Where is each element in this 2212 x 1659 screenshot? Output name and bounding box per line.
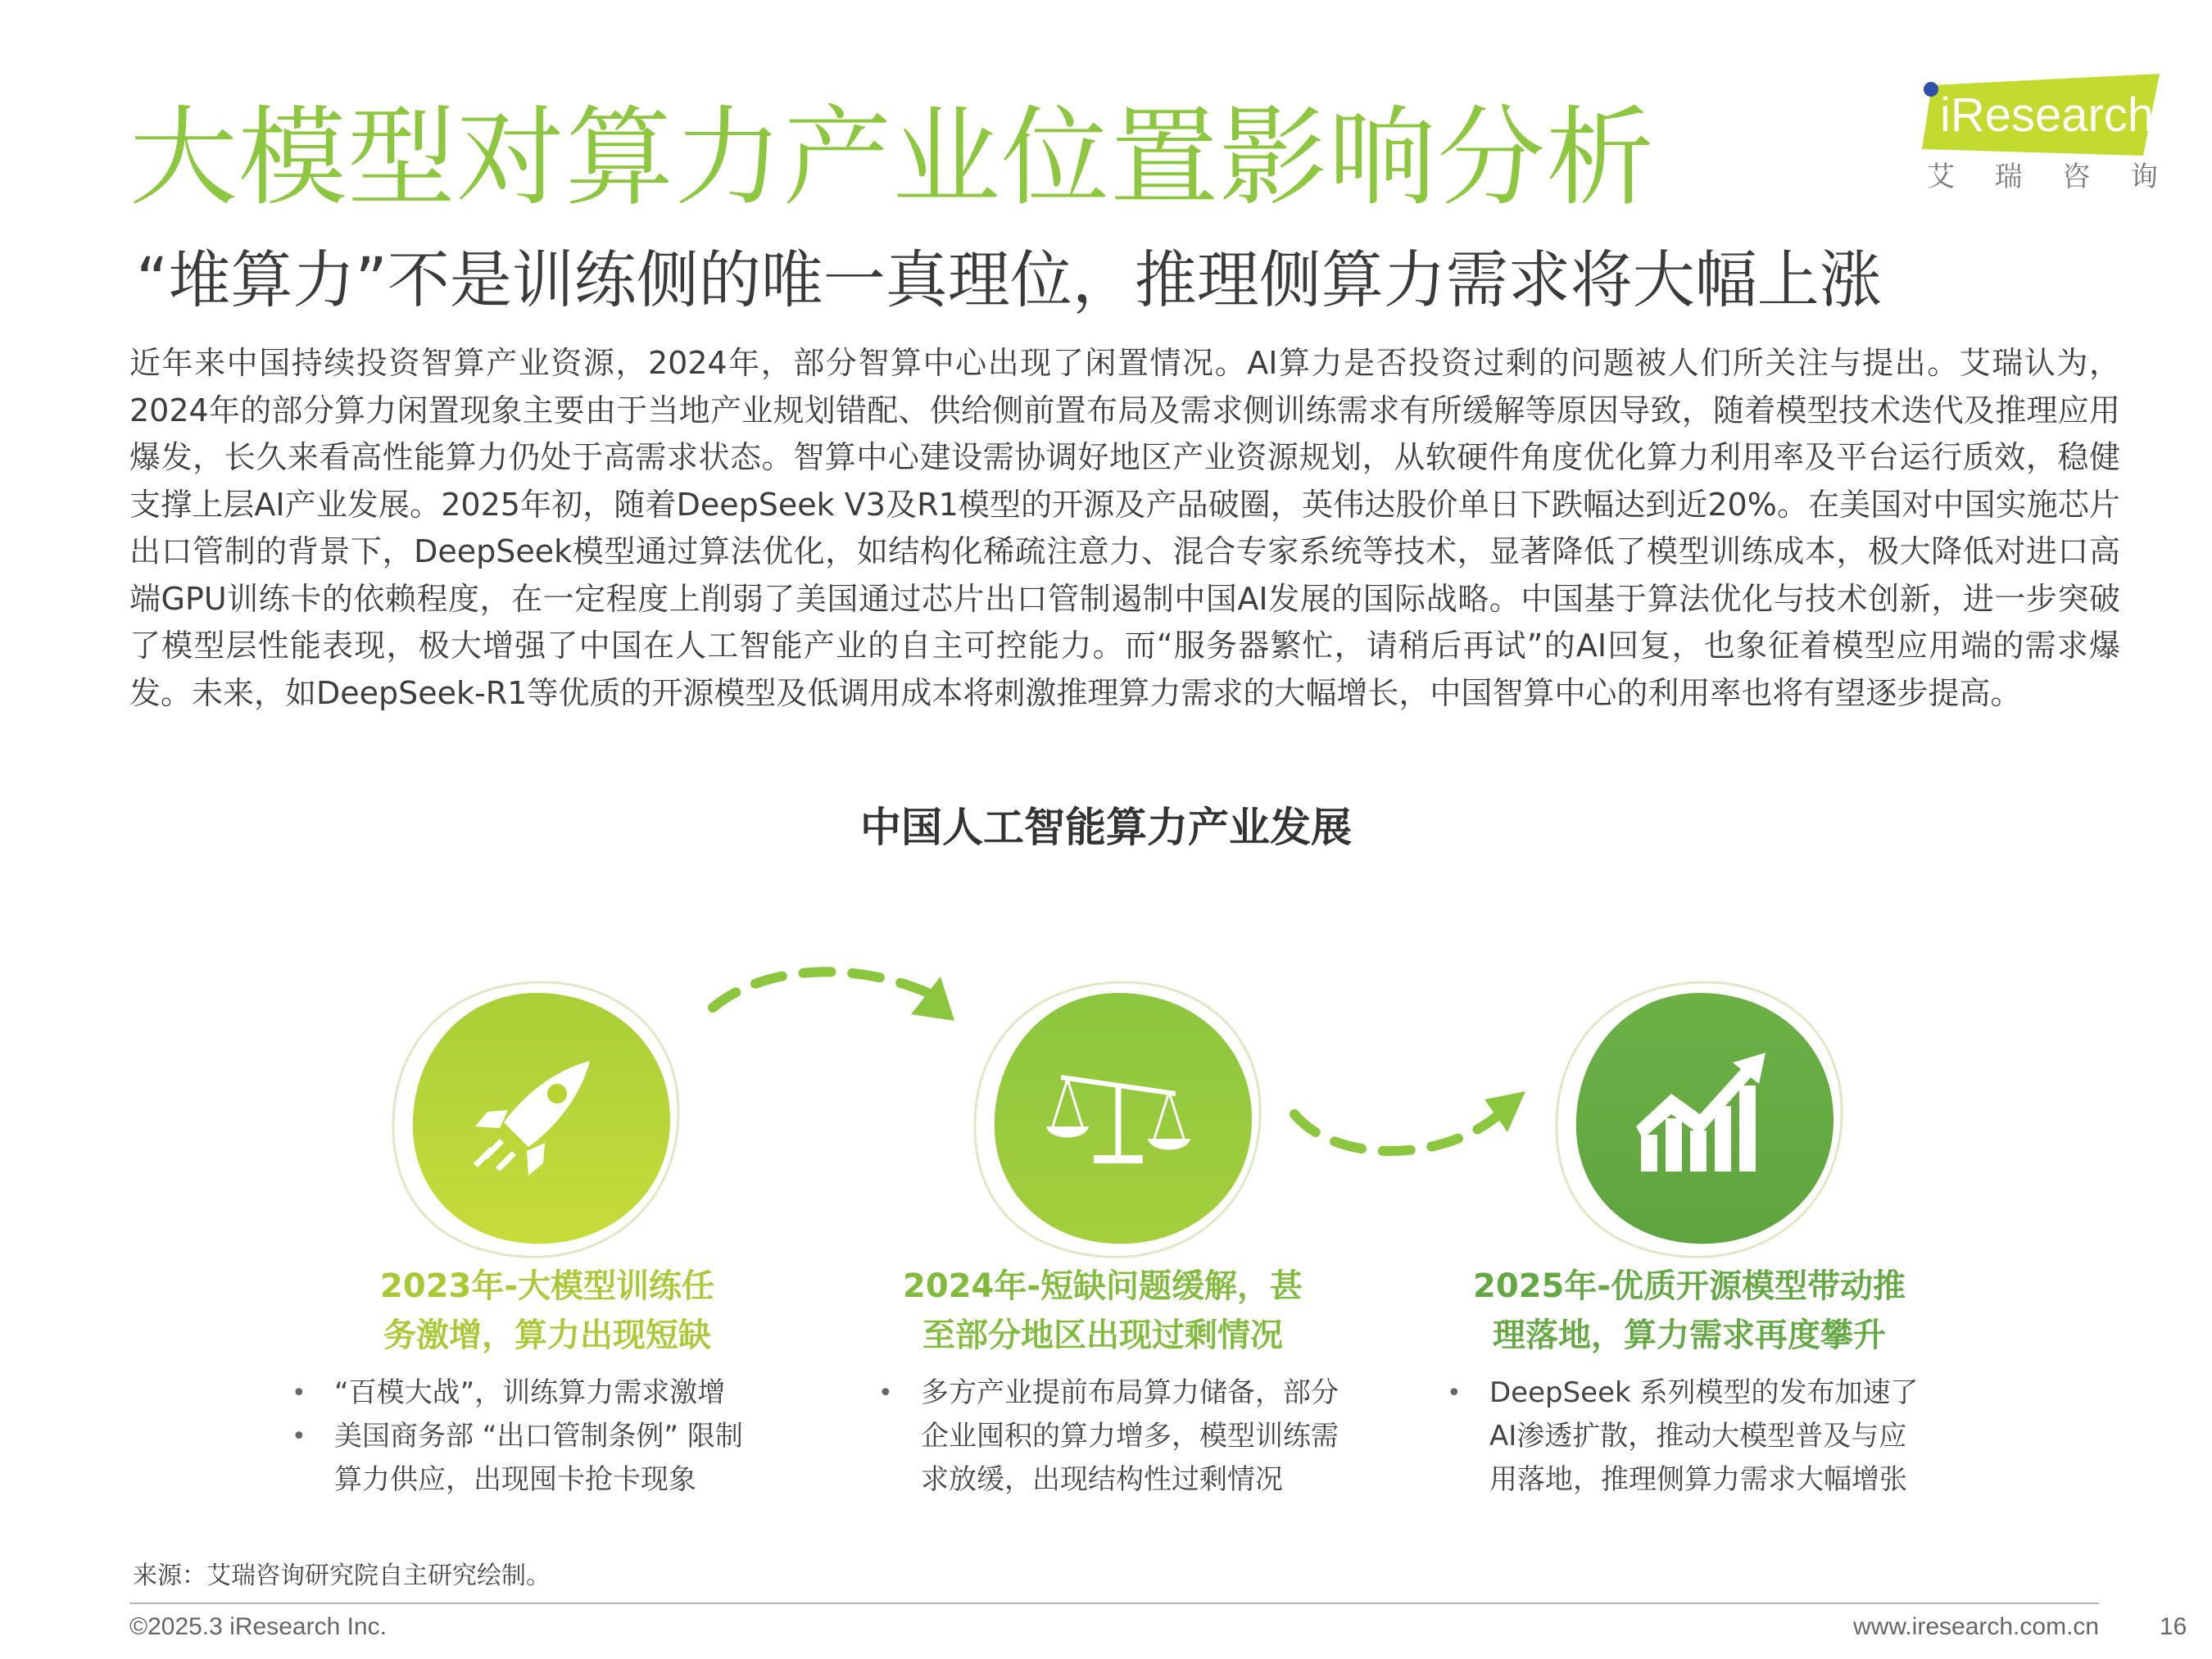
list-item: • 多方产业提前布局算力储备，部分 企业囤积的算力增多，模型训练需 求放缓，出现结构性过剩情况 xyxy=(873,1371,1398,1502)
logo-wordmark: iResearch xyxy=(1940,88,2155,142)
diagram-title: 中国人工智能算力产业发展 xyxy=(860,804,1352,851)
development-diagram xyxy=(0,918,2212,1270)
page-title: 大模型对算力产业位置影响分析 xyxy=(129,95,1655,221)
stage-2-heading: 2024年-短缺问题缓解，甚 至部分地区出现过剩情况 xyxy=(903,1267,1303,1354)
list-item: • DeepSeek 系列模型的发布加速了 AI渗透扩散，推动大模型普及与应 用落地，推理侧算力需求大幅增张 xyxy=(1442,1371,1966,1502)
stage-3-bullets xyxy=(1442,1371,1966,1502)
list-item: • 美国商务部 “出口管制条例” 限制 算力供应，出现囤卡抢卡现象 xyxy=(287,1415,811,1502)
arrow-2-icon xyxy=(1294,1091,1525,1151)
footer-divider xyxy=(129,1602,2099,1604)
intro-paragraph: 近年来中国持续投资智算产业资源，2024年，部分智算中心出现了闲置情况。AI算力是否投资过剩的问题被人们所关注与提出。艾瑞认为，2024年的部分算力闲置现象主要由于当地产业规划错配、供给侧前置布局及需求侧训练需求有所缓解等原因导致，随着模型技术迭代及推理应用爆发，长久来看高性能算力仍处于高需求状态。智算中心建设需协调好地区产业资源规划，从软硬件角度优化算力利用率及平台运行质效，稳健支撑上层AI产业发展。2025年初，随着DeepSeek V3及R1模型的开源及产品破圈，英伟达股价单日下跌幅达到近20%。在美国对中国实施芯片出口管制的背景下，DeepSeek模型通过算法优化，如结构化稀疏注意力、混合专家系统等技术，显著降低了模型训练成本，极大降低对进口高端GPU训练卡的依赖程度，在一定程度上削弱了美国通过芯片出口管制遏制中国AI发展的国际战略。中国基于算法优化与技术创新，进一步突破了模型层性能表现，极大增强了中国在人工智能产业的自主可控能力。而“服务器繁忙，请稍后再试”的AI回复，也象征着模型应用端的需求爆发。未来，如DeepSeek-R1等优质的开源模型及低调用成本将刺激推理算力需求的大幅增长，中国智算中心的利用率也将有望逐步提高。 xyxy=(129,345,2120,711)
page-number: 16 xyxy=(2160,1613,2187,1640)
logo-dot-icon xyxy=(1924,82,1938,97)
stage-2-bullets xyxy=(873,1371,1398,1502)
page-subtitle: “堆算力”不是训练侧的唯一真理位，推理侧算力需求将大幅上涨 xyxy=(136,243,1882,316)
stage-1-bullets xyxy=(287,1371,811,1502)
stage-1-heading: 2023年-大模型训练任 务激增，算力出现短缺 xyxy=(380,1267,714,1354)
list-item: • “百模大战”，训练算力需求激增 xyxy=(287,1371,811,1415)
arrow-1-icon xyxy=(713,972,954,1021)
iresearch-logo xyxy=(1909,64,2163,203)
logo-chinese-name: 艾 瑞 咨 询 xyxy=(1927,161,2158,193)
copyright: ©2025.3 iResearch Inc. xyxy=(129,1613,387,1640)
stage-3-heading: 2025年-优质开源模型带动推 理落地，算力需求再度攀升 xyxy=(1473,1267,1906,1354)
source-note: 来源：艾瑞咨询研究院自主研究绘制。 xyxy=(133,1562,551,1590)
website-link[interactable]: www.iresearch.com.cn xyxy=(1853,1613,2100,1640)
